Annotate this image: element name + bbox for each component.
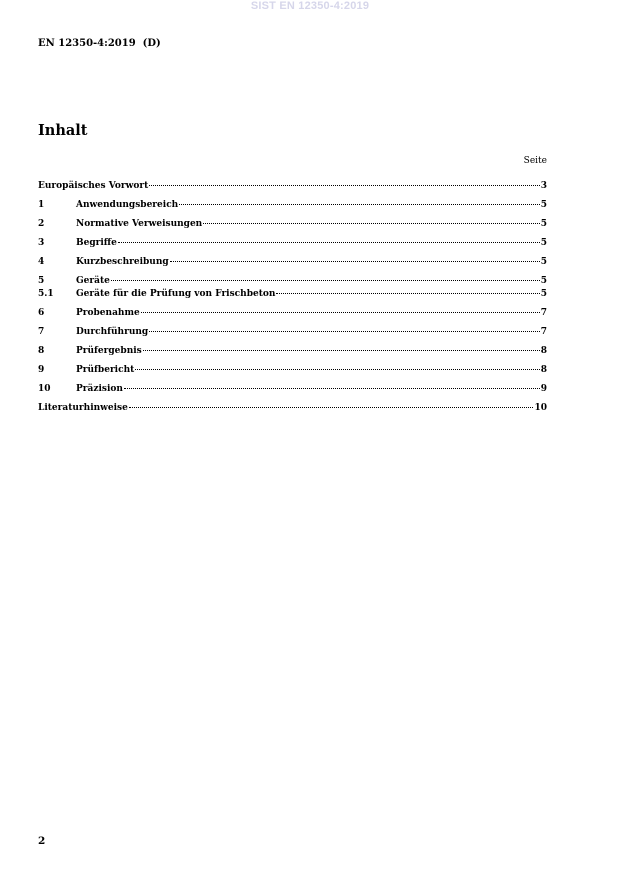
toc-entry-title: Begriffe <box>76 238 117 248</box>
toc-entry-page: 10 <box>534 403 547 413</box>
page-column-label: Seite <box>523 156 547 166</box>
toc-entry-title: Geräte <box>76 276 110 286</box>
toc-entry-page: 5 <box>540 238 547 248</box>
table-of-contents <box>38 181 547 413</box>
toc-entry-geraete-frischbeton[interactable] <box>38 289 547 299</box>
toc-entry-title: Literaturhinweise <box>38 403 128 413</box>
toc-entry-title: Prüfbericht <box>76 365 135 375</box>
toc-entry-page: 3 <box>540 181 547 191</box>
page-number: 2 <box>38 835 46 847</box>
toc-entry-number: 1 <box>38 200 45 210</box>
dot-leader <box>129 407 534 408</box>
toc-entry-page: 5 <box>540 257 547 267</box>
toc-entry-praezision[interactable] <box>38 384 547 394</box>
toc-entry-number: 3 <box>38 238 45 248</box>
toc-entry-title: Anwendungsbereich <box>76 200 179 210</box>
toc-entry-number: 4 <box>38 257 45 267</box>
toc-entry-vorwort[interactable] <box>38 181 547 191</box>
toc-entry-number: 5.1 <box>38 289 54 299</box>
toc-entry-page: 8 <box>540 346 547 356</box>
toc-entry-title: Europäisches Vorwort <box>38 181 149 191</box>
dot-leader <box>135 369 539 370</box>
toc-entry-page: 7 <box>540 308 547 318</box>
toc-entry-literaturhinweise[interactable] <box>38 403 547 413</box>
toc-entry-number: 8 <box>38 346 45 356</box>
toc-entry-geraete[interactable] <box>38 276 547 286</box>
toc-entry-page: 5 <box>540 289 547 299</box>
dot-leader <box>111 280 540 281</box>
toc-entry-number: 6 <box>38 308 45 318</box>
dot-leader <box>170 261 540 262</box>
dot-leader <box>141 312 540 313</box>
toc-heading: Inhalt <box>38 122 88 139</box>
toc-entry-page: 5 <box>540 276 547 286</box>
toc-entry-title: Prüfergebnis <box>76 346 142 356</box>
toc-entry-number: 7 <box>38 327 45 337</box>
toc-entry-title: Normative Verweisungen <box>76 219 203 229</box>
toc-entry-title: Geräte für die Prüfung von Frischbeton <box>76 289 276 299</box>
toc-entry-pruefergebnis[interactable] <box>38 346 547 356</box>
toc-entry-pruefbericht[interactable] <box>38 365 547 375</box>
toc-entry-page: 5 <box>540 200 547 210</box>
toc-entry-title: Präzision <box>76 384 123 394</box>
toc-entry-page: 5 <box>540 219 547 229</box>
toc-entry-begriffe[interactable] <box>38 238 547 248</box>
dot-leader <box>143 350 540 351</box>
toc-entry-number: 2 <box>38 219 45 229</box>
dot-leader <box>203 223 540 224</box>
toc-entry-page: 7 <box>540 327 547 337</box>
dot-leader <box>118 242 540 243</box>
dot-leader <box>276 293 539 294</box>
toc-entry-title: Probenahme <box>76 308 140 318</box>
toc-entry-number: 5 <box>38 276 45 286</box>
toc-entry-title: Kurzbeschreibung <box>76 257 169 267</box>
toc-entry-probenahme[interactable] <box>38 308 547 318</box>
watermark: SIST EN 12350-4:2019 <box>250 0 370 12</box>
toc-entry-normative-verweisungen[interactable] <box>38 219 547 229</box>
document-id: EN 12350-4:2019 (D) <box>38 38 161 49</box>
dot-leader <box>149 331 540 332</box>
toc-entry-durchfuehrung[interactable] <box>38 327 547 337</box>
toc-entry-page: 8 <box>540 365 547 375</box>
dot-leader <box>179 204 540 205</box>
toc-entry-kurzbeschreibung[interactable] <box>38 257 547 267</box>
toc-entry-anwendungsbereich[interactable] <box>38 200 547 210</box>
dot-leader <box>124 388 540 389</box>
toc-entry-page: 9 <box>540 384 547 394</box>
toc-entry-title: Durchführung <box>76 327 149 337</box>
dot-leader <box>149 185 539 186</box>
toc-entry-number: 9 <box>38 365 45 375</box>
toc-entry-number: 10 <box>38 384 51 394</box>
